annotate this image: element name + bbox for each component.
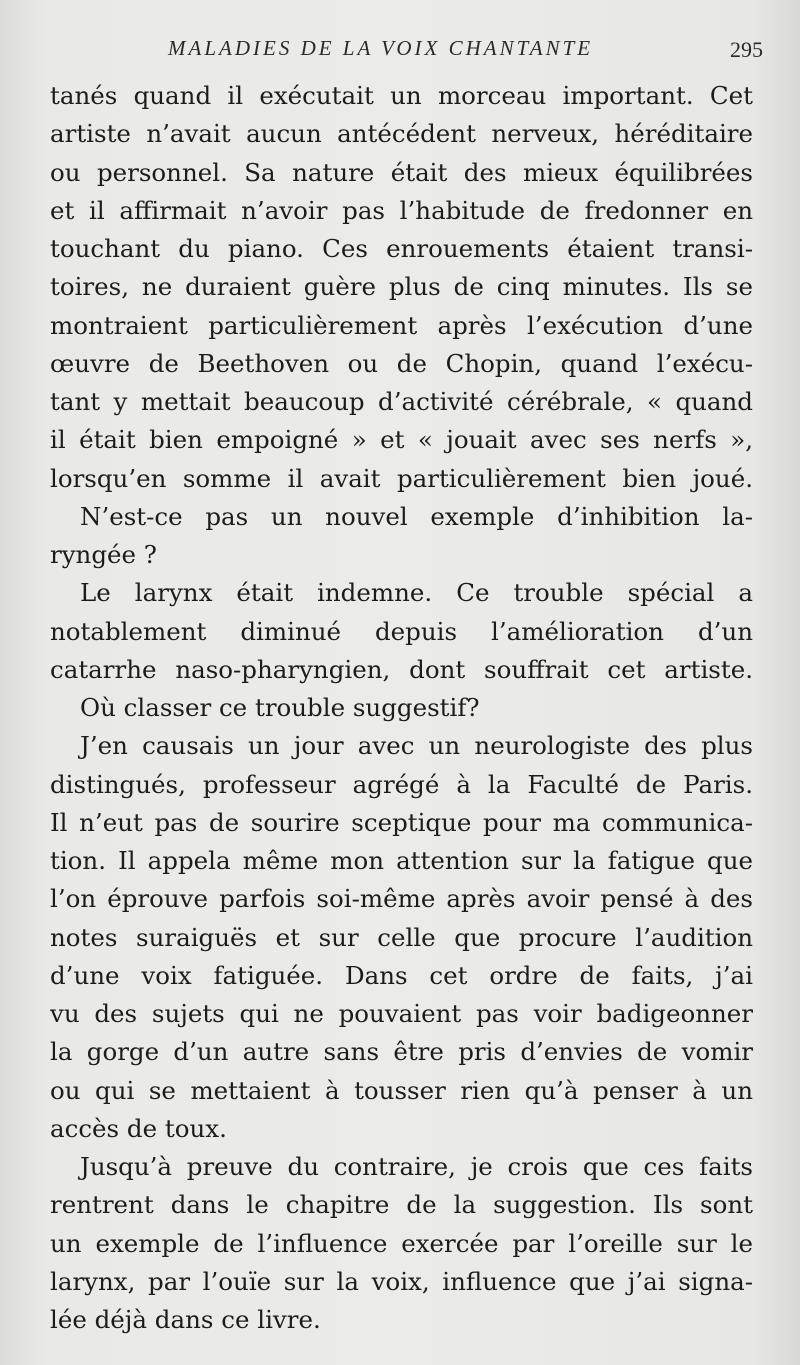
text-line: tant y mettait beaucoup d’activité cérébrale, « quand [50,387,753,416]
text-line: accès de toux. [50,1113,227,1143]
text-line: ou qui se mettaient à tousser rien qu’à penser à un [50,1075,753,1105]
text-line: tion. Il appela même mon attention sur la fatigue que [50,846,753,875]
text-line: Jusqu’à preuve du contraire, je crois que ces faits [80,1152,753,1181]
text-line: larynx, par l’ouïe sur la voix, influence que j’ai signa- [50,1266,753,1296]
running-head [50,36,765,70]
text-line: Où classer ce trouble suggestif? [80,693,480,722]
text-line: artiste n’avait aucun antécédent nerveux, héréditaire [50,119,753,149]
text-line: notablement diminué depuis l’amélioration d’un [50,616,753,646]
text-line: distingués, professeur agrégé à la Faculté de Paris. [50,769,753,799]
text-line: d’une voix fatiguée. Dans cet ordre de faits, j’ai [50,960,753,990]
text-line: N’est-ce pas un nouvel exemple d’inhibition la- [80,501,753,531]
text-line: catarrhe naso-pharyngien, dont souffrait cet artiste. [50,654,753,684]
text-line: lée déjà dans ce livre. [50,1305,321,1334]
text-line: Le larynx était indemne. Ce trouble spécial a [80,578,753,608]
text-line: Il n’eut pas de sourire sceptique pour ma communica- [50,807,753,837]
text-line: ryngée ? [50,540,157,569]
text-line: montraient particulièrement après l’exécution d’une [50,310,753,340]
text-line: rentrent dans le chapitre de la suggestion. Ils sont [50,1190,753,1220]
text-line: un exemple de l’influence exercée par l’oreille sur le [50,1228,753,1258]
text-line: il était bien empoigné » et « jouait avec ses nerfs », [50,425,753,455]
text-line: touchant du piano. Ces enrouements étaient transi- [50,234,753,263]
text-line: J’en causais un jour avec un neurologiste des plus [80,731,753,761]
text-line: toires, ne duraient guère plus de cinq minutes. Ils se [50,272,753,302]
page-number: 295 [730,37,763,62]
text-line: ou personnel. Sa nature était des mieux équilibrées [50,157,753,187]
text-line: vu des sujets qui ne pouvaient pas voir badigeonner [50,999,753,1028]
text-line: œuvre de Beethoven ou de Chopin, quand l’exécu- [50,348,753,378]
text-line: l’on éprouve parfois soi-même après avoir pensé à des [50,884,753,914]
text-line: la gorge d’un autre sans être pris d’envies de vomir [50,1037,753,1067]
body-text [50,77,753,1339]
text-line: notes suraiguës et sur celle que procure l’audition [50,922,753,952]
text-line: et il affirmait n’avoir pas l’habitude de fredonner en [50,195,753,225]
text-line: lorsqu’en somme il avait particulièrement bien joué. [50,463,753,493]
running-title: MALADIES DE LA VOIX CHANTANTE [168,36,594,60]
text-line: tanés quand il exécutait un morceau important. Cet [50,81,753,110]
